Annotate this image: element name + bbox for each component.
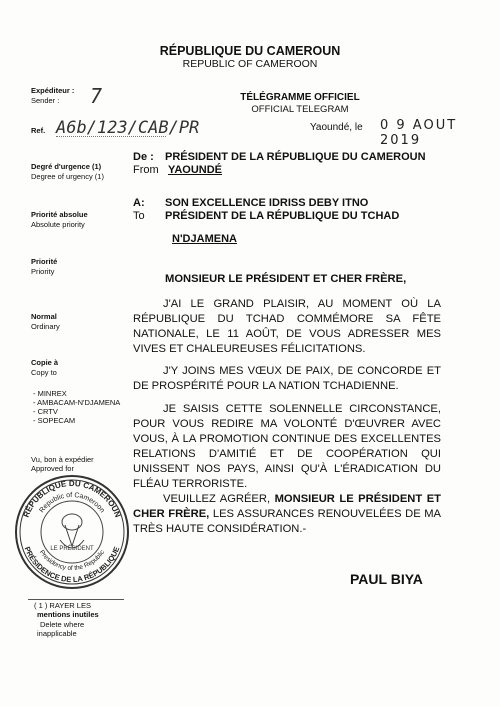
seal-text-inner-top: Republic of Cameroon bbox=[38, 491, 106, 515]
seal-text-outer-bottom: PRÉSIDENCE DE LA RÉPUBLIQUE bbox=[22, 545, 122, 585]
closing-end: LES ASSURANCES RENOUVELÉES DE MA TRÈS HAUTE CONSIDÉRATION.- bbox=[133, 508, 442, 535]
presidential-seal bbox=[10, 470, 135, 595]
approved-label-fr: Vu, bon à expédier bbox=[31, 455, 94, 464]
from-city: YAOUNDÉ bbox=[168, 164, 222, 176]
priority-label-en: Priority bbox=[31, 267, 55, 276]
copy-item: - MINREX bbox=[33, 389, 123, 398]
footnote-line-4: inapplicable bbox=[37, 629, 77, 638]
closing-address: MONSIEUR LE PRÉSIDENT ET CHER FRÈRE, bbox=[133, 493, 441, 520]
copy-item: - AMBACAM-N'DJAMENA bbox=[33, 398, 123, 407]
from-label-en: From bbox=[133, 164, 159, 176]
urgency-label-en: Degree of urgency (1) bbox=[31, 172, 104, 181]
from-value: PRÉSIDENT DE LA RÉPUBLIQUE DU CAMEROUN bbox=[165, 151, 426, 163]
absolute-priority-label-en: Absolute priority bbox=[31, 220, 85, 229]
footnote-rule bbox=[28, 599, 124, 600]
salutation: MONSIEUR LE PRÉSIDENT ET CHER FRÈRE, bbox=[165, 273, 407, 285]
country-title-en: REPUBLIC OF CAMEROON bbox=[182, 58, 318, 70]
copy-list bbox=[33, 389, 123, 425]
normal-label-en: Ordinary bbox=[31, 322, 60, 331]
to-value-name: SON EXCELLENCE IDRISS DEBY ITNO bbox=[165, 197, 369, 209]
absolute-priority-label-fr: Priorité absolue bbox=[31, 210, 88, 219]
paragraph-4 bbox=[133, 492, 441, 537]
svg-text:Republic of Cameroon bbox=[38, 492, 105, 514]
date-stamp: 0 9 AOUT 2019 bbox=[380, 118, 458, 148]
footnote-line-2: mentions inutiles bbox=[37, 610, 99, 619]
paragraph-2: J'Y JOINS MES VŒUX DE PAIX, DE CONCORDE ET DE PROSPÉRITÉ POUR LA NATION TCHADIENNE. bbox=[133, 365, 441, 392]
seal-text-middle: LE PRÉSIDENT bbox=[50, 546, 94, 552]
copy-label-fr: Copie à bbox=[31, 358, 59, 367]
to-label-en: To bbox=[133, 210, 145, 222]
normal-label-fr: Normal bbox=[31, 312, 57, 321]
footnote-line-3: Delete where bbox=[40, 620, 85, 629]
date-prefix: Yaoundé, le bbox=[310, 122, 363, 133]
from-label-fr: De : bbox=[133, 151, 154, 163]
paragraph-1: J'AI LE GRAND PLAISIR, AU MOMENT OÙ LA RÉPUBLIQUE DU TCHAD COMMÉMORE SA FÊTE NATIONALE, LE 11 AOÛT, DE VOUS ADRESSER MES VIVES ET CHALEUREUSES FÉLICITATIONS. bbox=[133, 298, 441, 355]
country-title-fr: RÉPUBLIQUE DU CAMEROUN bbox=[159, 44, 341, 58]
footnote-line-1: ( 1 ) RAYER LES bbox=[34, 601, 91, 610]
sender-label-en: Sender : bbox=[31, 96, 60, 105]
seal-text-outer-top: RÉPUBLIQUE DU CAMEROUN bbox=[21, 478, 123, 519]
copy-label-en: Copy to bbox=[31, 368, 57, 377]
to-label-fr: A: bbox=[133, 197, 145, 209]
urgency-label-fr: Degré d'urgence (1) bbox=[31, 162, 102, 171]
telegram-title-fr: TÉLÉGRAMME OFFICIEL bbox=[240, 92, 360, 103]
paragraph-3: JE SAISIS CETTE SOLENNELLE CIRCONSTANCE, POUR VOUS REDIRE MA VOLONTÉ D'ŒUVRER AVEC VOUS, À LA PROMOTION CONTINUE DES EXCELLENTES RELATIONS D'AMITIÉ ET DE COOPÉRATION QUI UNISSENT NOS PAYS, AINSI QU'À L'ÉRADICATION DU FLÉAU TERRORISTE. bbox=[133, 403, 441, 490]
sender-label-fr: Expéditeur : bbox=[31, 86, 75, 95]
closing-start: VEUILLEZ AGRÉER, bbox=[163, 493, 271, 505]
approved-label-en: Approved for bbox=[31, 464, 74, 473]
ref-value: A6b/123/CAB/PR bbox=[56, 118, 200, 138]
seal-text-inner-bottom: Presidency of the Republic bbox=[37, 549, 107, 573]
to-value-title: PRÉSIDENT DE LA RÉPUBLIQUE DU TCHAD bbox=[165, 210, 400, 222]
telegram-title-en: OFFICIAL TELEGRAM bbox=[251, 104, 349, 115]
seal-emblem-icon bbox=[60, 514, 84, 548]
copy-item: - CRTV bbox=[33, 407, 123, 416]
ref-label: Ref. bbox=[31, 126, 46, 135]
sender-value: 7 bbox=[90, 84, 103, 108]
copy-item: - SOPECAM bbox=[33, 416, 123, 425]
to-city: N'DJAMENA bbox=[172, 233, 237, 245]
signature-name: PAUL BIYA bbox=[350, 571, 423, 587]
priority-label-fr: Priorité bbox=[31, 257, 58, 266]
ref-dotted-line bbox=[56, 136, 166, 137]
